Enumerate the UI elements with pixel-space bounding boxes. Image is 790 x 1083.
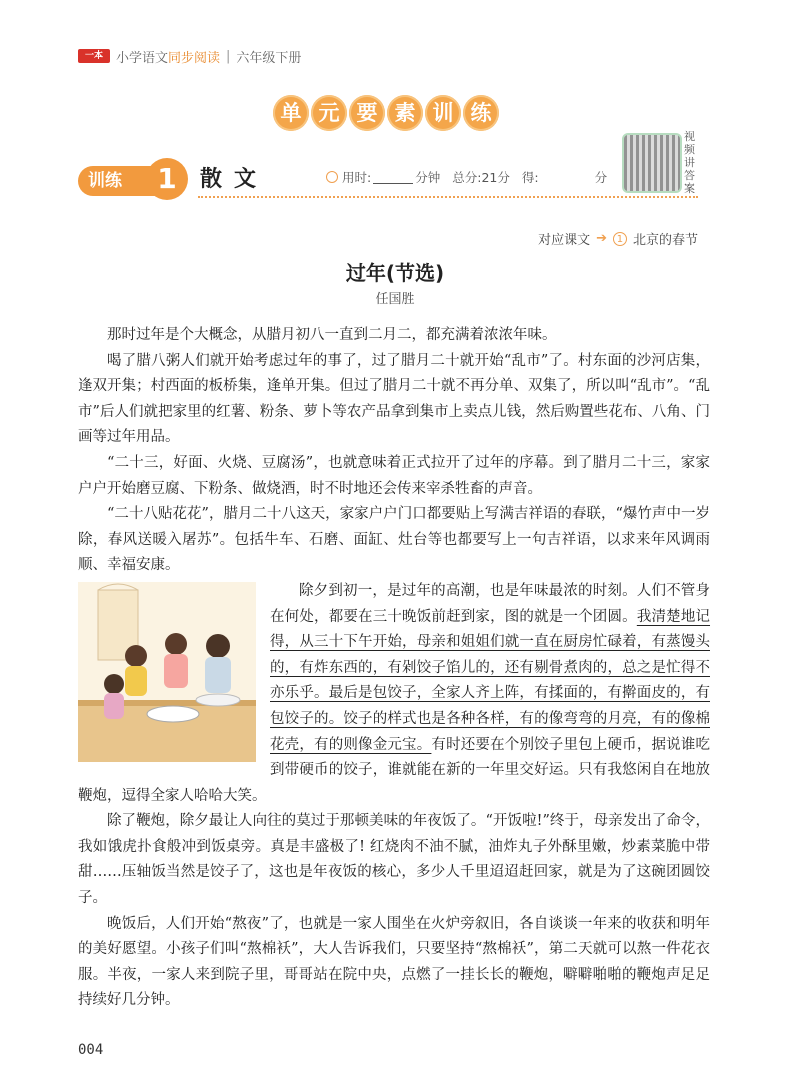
unit-title-char: 单 (273, 95, 309, 131)
qr-label: 视频讲答案 (684, 130, 695, 195)
grade-label: 六年级下册 (236, 50, 302, 66)
page-number: 004 (78, 1042, 104, 1058)
paragraph: “二十八贴花花”，腊月二十八这天，家家户户门口都要贴上写满吉祥语的春联，“爆竹声中一岁除，春风送暖入屠苏”。包括牛车、石磨、面缸、灶台等也都要写上一句吉祥语，以求来年风调雨顺、幸福安康。 (78, 506, 710, 574)
arrow-right-icon: ➔ (596, 231, 607, 246)
paragraph: 喝了腊八粥人们就开始考虑过年的事了，过了腊月二十就开始“乱市”了。村东面的沙河店集，逢双开集；村西面的板桥集，逢单开集。但过了腊月二十就不再分单、双集了，所以叫“乱市”。“乱市”后人们就把家里的红薯、粉条、萝卜等农产品拿到集市上卖点儿钱，然后购置些花布、八角、门画等过年用品。 (78, 352, 710, 446)
unit-title-char: 训 (425, 95, 461, 131)
paragraph-start: 除夕到初一，是过年的高潮，也是年味最浓的时刻。人们不管身在何处，都要在三十晚饭前赶到家，图的就是一个团圆。 (270, 582, 710, 625)
illustration-svg (78, 582, 256, 762)
series-prefix: 小学语文 (116, 50, 169, 66)
time-blank[interactable] (373, 171, 413, 184)
paragraph: 那时过年是个大概念，从腊月初八一直到二月二，都充满着浓浓年味。 (107, 327, 557, 343)
score-label: 得: (521, 170, 539, 185)
unit-title-char: 要 (349, 95, 385, 131)
lesson-number: 1 (613, 232, 627, 246)
unit-title (273, 95, 499, 131)
time-unit: 分钟 (415, 170, 441, 185)
series-highlight: 同步阅读 (168, 50, 221, 66)
brand-logo: 一本 (78, 49, 110, 63)
clock-icon (326, 171, 338, 183)
training-number: 1 (146, 158, 188, 200)
related-lesson-label: 对应课文 (538, 233, 591, 248)
related-lesson (538, 229, 698, 248)
lesson-title: 北京的春节 (632, 233, 698, 248)
dotted-divider (198, 196, 698, 198)
unit-title-char: 元 (311, 95, 347, 131)
paragraph: 晚饭后，人们开始“熬夜”了，也就是一家人围坐在火炉旁叙旧，各自谈谈一年来的收获和明年的美好愿望。小孩子们叫“熬棉袄”，大人告诉我们，只要坚持“熬棉袄”，第二天就可以熬一件花衣服。半夜，一家人来到院子里，哥哥站在院中央，点燃了一挂长长的鞭炮，噼噼啪啪的鞭炮声足足持续好几分钟。 (78, 915, 710, 1009)
article-body (78, 323, 710, 1014)
paragraph: 除了鞭炮，除夕最让人向往的莫过于那顿美味的年夜饭了。“开饭啦!”终于，母亲发出了命令，我如饿虎扑食般冲到饭桌旁。真是丰盛极了! 红烧肉不油不腻，油炸丸子外酥里嫩，炒素菜脆中带甜……压轴饭当然是饺子了，这也是年夜饭的核心，多少人千里迢迢赶回家，就是为了这碗团圆饺子。 (78, 813, 710, 907)
article-author: 任国胜 (375, 292, 415, 307)
underlined-passage: 我清楚地记得，从三十下午开始，母亲和姐姐们就一直在厨房忙碌着，有蒸馒头的，有炸东西的，有剁饺子馅儿的，还有剔骨煮肉的，总之是忙得不亦乐乎。最后是包饺子，全家人齐上阵，有揉面的，有擀面皮的，有包饺子的。饺子的样式也是各种各样，有的像弯弯的月亮，有的像棉花壳，有的则像金元宝。 (270, 608, 711, 753)
page-header (78, 46, 301, 66)
paragraph: “二十三，好面、火烧、豆腐汤”，也就意味着正式拉开了过年的序幕。到了腊月二十三，家家户户开始磨豆腐、下粉条、做烧酒，时不时地还会传来宰杀牲畜的声音。 (78, 454, 710, 497)
genre-label: 散文 (200, 167, 269, 192)
header-separator: | (226, 48, 231, 64)
training-bar (78, 160, 710, 202)
family-dumplings-illustration (78, 582, 256, 762)
unit-title-char: 素 (387, 95, 423, 131)
score-blank[interactable] (541, 171, 593, 183)
time-label: 用时: (342, 170, 372, 185)
article-title: 过年(节选) (345, 261, 445, 285)
paragraph-end: 有时还要在个别饺子里包上硬币，据说谁吃到带硬币的饺子，谁就能在新的一年里交好运。只有我悠闲自在地放鞭炮，逗得全家人哈哈大笑。 (78, 736, 711, 804)
score-unit: 分 (594, 170, 608, 185)
training-badge: 训练 (78, 166, 176, 196)
qr-code-icon[interactable] (622, 133, 682, 193)
total-score: 总分:21分 (452, 170, 510, 185)
score-info (326, 168, 607, 186)
unit-title-char: 练 (463, 95, 499, 131)
